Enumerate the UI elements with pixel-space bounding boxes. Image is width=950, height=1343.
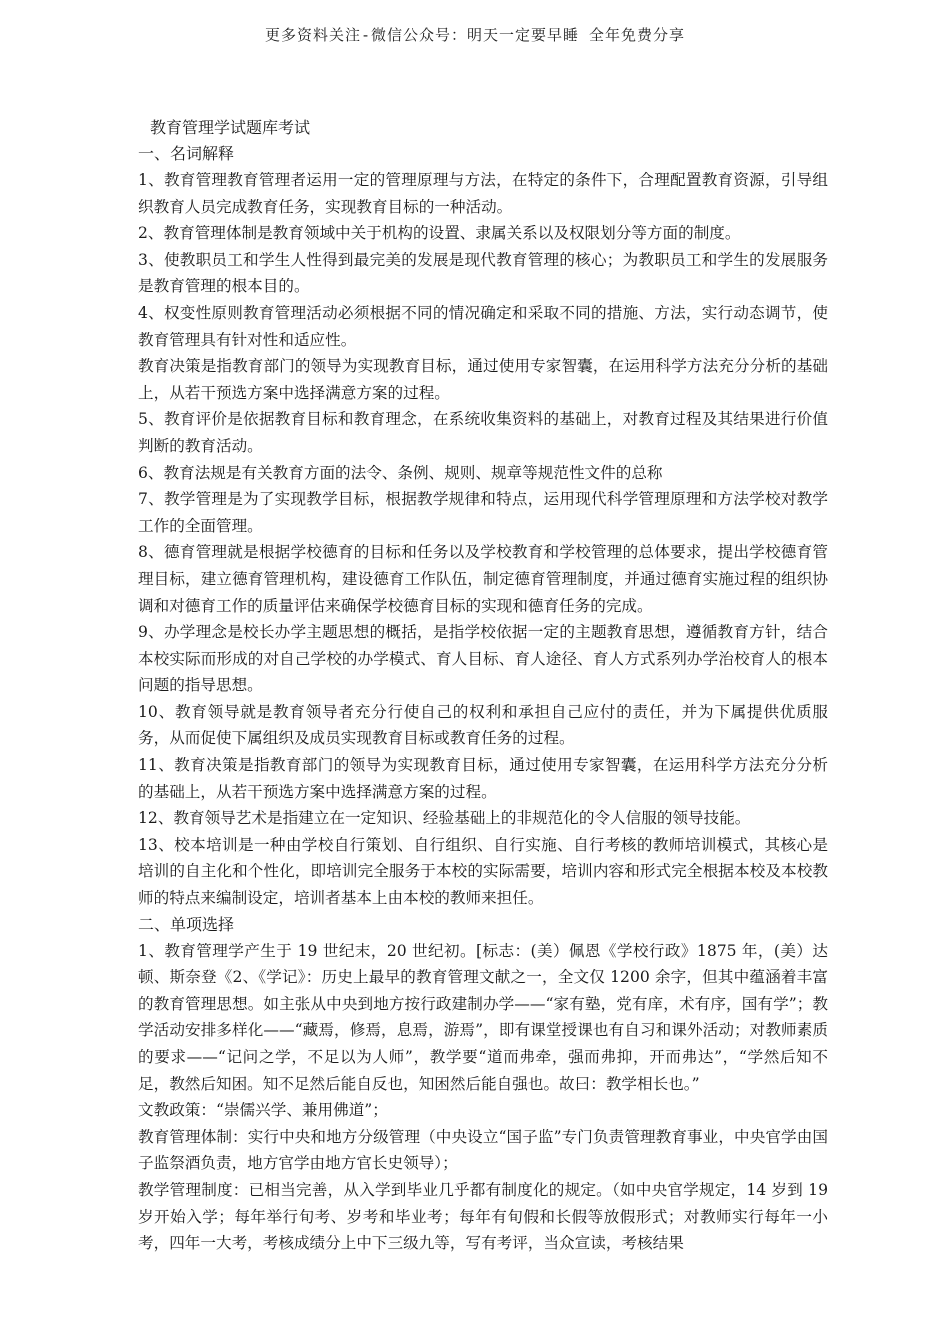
term-paragraph: 教育决策是指教育部门的领导为实现教育目标，通过使用专家智囊，在运用科学方法充分分析的基础上，从若干预选方案中选择满意方案的过程。 xyxy=(138,357,828,402)
choice-paragraph: 文教政策：“崇儒兴学、兼用佛道”； xyxy=(138,1101,388,1120)
choice-paragraph: 1、教育管理学产生于 19 世纪末，20 世纪初。[标志：(美）佩恩《学校行政》1875 年，(美）达顿、斯奈登《2、《学记》：历史上最早的教育管理文献之一，全文仅 1200 余字，但其中蕴涵着丰富的教育管理思想。如主张从中央到地方按行政建制办学——“家有塾，党有庠，术有序，国有学”；教学活动安排多样化——“藏焉，修焉，息焉，游焉”，即有课堂授课也有自习和课外活动；对教师素质的要求——“记问之学，不足以为人师”，教学要“道而弗牵，强而弗抑，开而弗达”，“学然后知不足，教然后知困。知不足然后能自反也，知困然后能自强也。故曰：教学相长也。” xyxy=(138,941,828,1093)
term-paragraph: 5、教育评价是依据教育目标和教育理念，在系统收集资料的基础上，对教育过程及其结果进行价值判断的教育活动。 xyxy=(138,410,828,455)
choice-paragraph: 教学管理制度：已相当完善，从入学到毕业几乎都有制度化的规定。（如中央官学规定，14 岁到 19 岁开始入学；每年举行旬考、岁考和毕业考；每年有旬假和长假等放假形式；对教师实行每年一小考，四年一大考，考核成绩分上中下三级九等，写有考评，当众宣读，考核结果 xyxy=(138,1180,828,1253)
term-paragraph: 7、教学管理是为了实现教学目标，根据教学规律和特点，运用现代科学管理原理和方法学校对教学工作的全面管理。 xyxy=(138,490,828,535)
term-paragraph: 13、校本培训是一种由学校自行策划、自行组织、自行实施、自行考核的教师培训模式，其核心是培训的自主化和个性化，即培训完全服务于本校的实际需要，培训内容和形式完全根据本校及本校教师的特点来编制设定，培训者基本上由本校的教师来担任。 xyxy=(138,835,828,908)
section-heading-single-choice: 二、单项选择 xyxy=(138,914,235,934)
section-single-choice-paragraphs xyxy=(138,938,828,1257)
term-paragraph: 6、教育法规是有关教育方面的法令、条例、规则、规章等规范性文件的总称 xyxy=(138,463,663,482)
term-paragraph: 12、教育领导艺术是指建立在一定知识、经验基础上的非规范化的令人信服的领导技能。 xyxy=(138,809,751,828)
term-paragraph: 3、使教职员工和学生人性得到最完美的发展是现代教育管理的核心；为教职员工和学生的发展服务是教育管理的根本目的。 xyxy=(138,250,828,296)
term-paragraph: 4、权变性原则教育管理活动必须根据不同的情况确定和采取不同的措施、方法，实行动态调节，使教育管理具有针对性和适应性。 xyxy=(138,303,828,349)
term-paragraph: 10、教育领导就是教育领导者充分行使自己的权利和承担自己应付的责任，并为下属提供优质服务，从而促使下属组织及成员实现教育目标或教育任务的过程。 xyxy=(138,702,828,748)
term-paragraph: 1、教育管理教育管理者运用一定的管理原理与方法，在特定的条件下，合理配置教育资源，引导组织教育人员完成教育任务，实现教育目标的一种活动。 xyxy=(138,171,828,216)
document-body xyxy=(138,115,828,1257)
term-paragraph: 8、德育管理就是根据学校德育的目标和任务以及学校教育和学校管理的总体要求，提出学校德育管理目标，建立德育管理机构，建设德育工作队伍，制定德育管理制度，并通过德育实施过程的组织协调和对德育工作的质量评估来确保学校德育目标的实现和德育任务的完成。 xyxy=(138,543,828,615)
section-heading-terms: 一、名词解释 xyxy=(138,144,235,163)
page-header: 更多资料关注-微信公众号：明天一定要早睡 全年免费分享 xyxy=(264,26,686,44)
term-paragraph: 2、教育管理体制是教育领域中关于机构的设置、隶属关系以及权限划分等方面的制度。 xyxy=(138,224,741,243)
term-paragraph: 11、教育决策是指教育部门的领导为实现教育目标，通过使用专家智囊，在运用科学方法充分分析的基础上，从若干预选方案中选择满意方案的过程。 xyxy=(138,756,828,801)
section-terms-paragraphs xyxy=(138,167,828,912)
document-title: 教育管理学试题库考试 xyxy=(150,118,311,137)
term-paragraph: 9、办学理念是校长办学主题思想的概括，是指学校依据一定的主题教育思想，遵循教育方针，结合本校实际而形成的对自己学校的办学模式、育人目标、育人途径、育人方式系列办学治校育人的根本问题的指导思想。 xyxy=(138,623,828,695)
choice-paragraph: 教育管理体制：实行中央和地方分级管理（中央设立“国子监”专门负责管理教育事业，中央官学由国子监祭酒负责，地方官学由地方官长史领导）； xyxy=(138,1127,828,1173)
